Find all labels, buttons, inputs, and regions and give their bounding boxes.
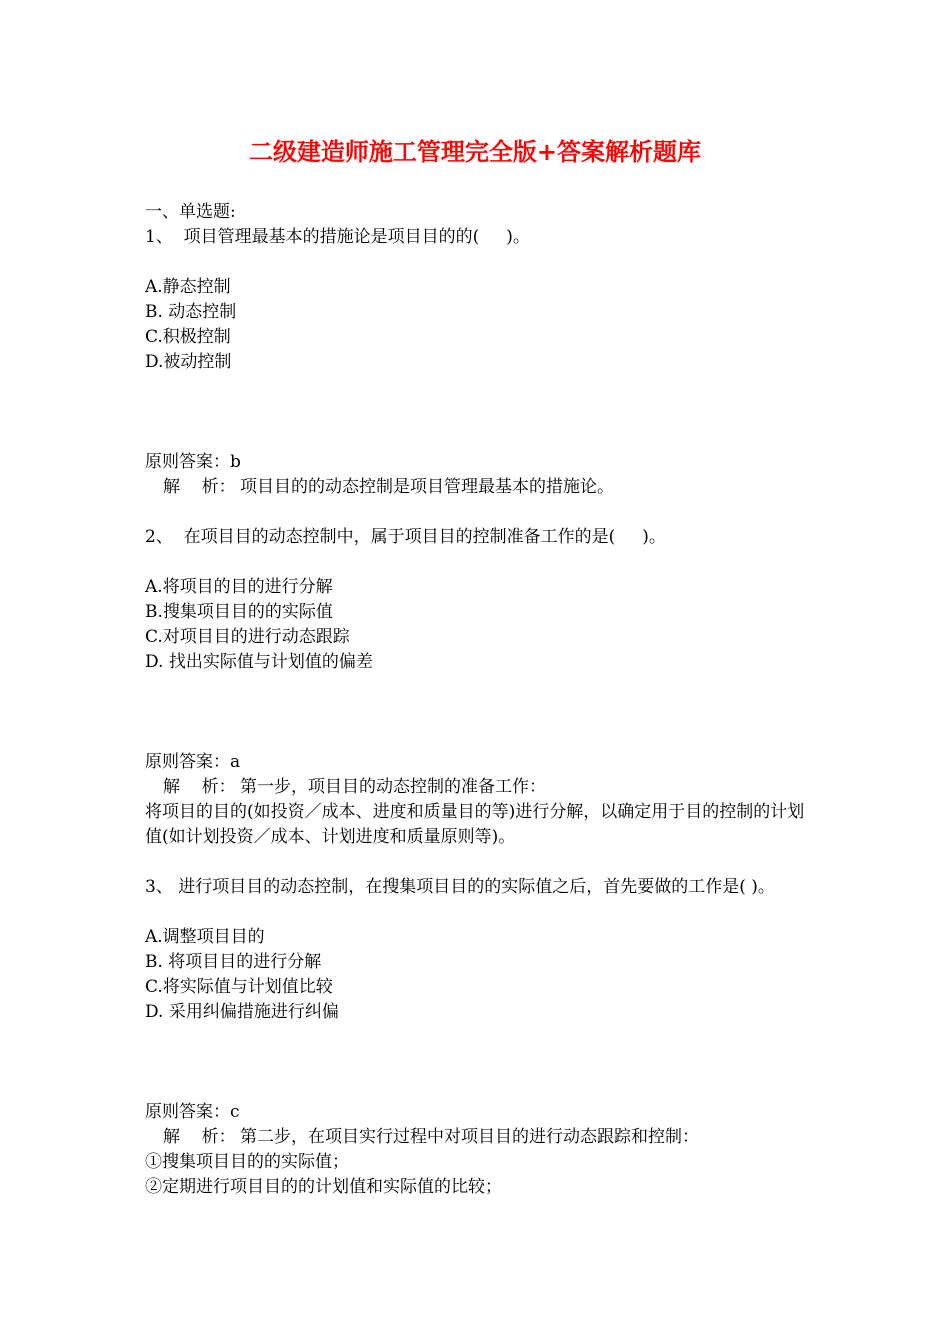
option-d: D. 找出实际值与计划值的偏差 <box>145 652 373 672</box>
analysis-line <box>145 1125 810 1150</box>
analysis-text: 第一步，项目目的动态控制的准备工作： <box>240 777 546 797</box>
option-a: A.将项目的目的进行分解 <box>145 577 333 597</box>
question-stem: 3、 进行项目目的动态控制，在搜集项目目的的实际值之后，首先要做的工作是( )。 <box>145 877 775 897</box>
option-c: C.对项目目的进行动态跟踪 <box>145 627 350 647</box>
answer-line: 原则答案：a <box>145 752 241 772</box>
analysis-line <box>145 475 810 500</box>
option-b: B.搜集项目目的的实际值 <box>145 602 333 622</box>
document-body <box>145 200 810 1200</box>
option-c: C.将实际值与计划值比较 <box>145 977 333 997</box>
question-2 <box>145 525 810 875</box>
analysis-item-1: ①搜集项目目的的实际值； <box>145 1152 349 1172</box>
analysis-label: 解 析： <box>163 777 236 797</box>
answer-line: 原则答案：b <box>145 452 241 472</box>
analysis-text: 第二步，在项目实行过程中对项目目的进行动态跟踪和控制： <box>240 1127 699 1147</box>
analysis-label: 解 析： <box>163 477 236 497</box>
analysis-item-2: ②定期进行项目目的的计划值和实际值的比较； <box>145 1177 502 1197</box>
question-1 <box>145 225 810 525</box>
answer-line: 原则答案：c <box>145 1102 240 1122</box>
document-title: 二级建造师施工管理完全版+答案解析题库 <box>248 138 702 166</box>
option-a: A.调整项目目的 <box>145 927 265 947</box>
option-d: D. 采用纠偏措施进行纠偏 <box>145 1002 339 1022</box>
analysis-line <box>145 775 810 800</box>
question-3 <box>145 875 810 1200</box>
option-b: B. 将项目目的进行分解 <box>145 952 322 972</box>
option-c: C.积极控制 <box>145 327 231 347</box>
option-d: D.被动控制 <box>145 352 232 372</box>
analysis-text: 项目目的的动态控制是项目管理最基本的措施论。 <box>240 477 614 497</box>
section-heading: 一、单选题: <box>145 202 236 222</box>
question-stem: 2、 在项目目的动态控制中，属于项目目的控制准备工作的是( )。 <box>145 527 666 547</box>
option-b: B. 动态控制 <box>145 302 237 322</box>
option-a: A.静态控制 <box>145 277 231 297</box>
question-stem: 1、 项目管理最基本的措施论是项目目的的( )。 <box>145 227 530 247</box>
analysis-paragraph: 将项目的目的(如投资／成本、进度和质量目的等)进行分解，以确定用于目的控制的计划值(如计划投资／成本、计划进度和质量原则等)。 <box>145 802 805 847</box>
analysis-label: 解 析： <box>163 1127 236 1147</box>
